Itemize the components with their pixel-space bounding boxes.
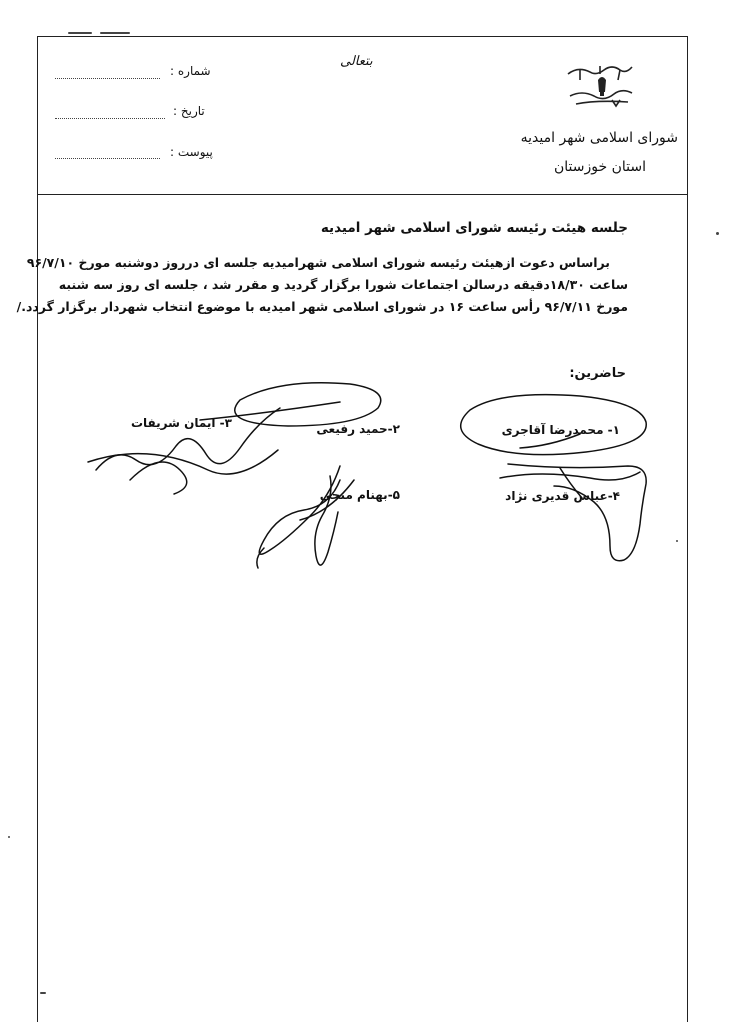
attendee-4: ۴-عباس قدیری نژاد bbox=[505, 489, 620, 503]
body-line-2: ساعت ۱۸/۳۰دقیقه درسالن اجتماعات شورا برگزار گردید و مقرر شد ، جلسه ای روز سه شنبه bbox=[58, 277, 628, 292]
attendee-1: ۱- محمدرضا آقاجری bbox=[501, 423, 620, 437]
scan-speck bbox=[40, 992, 46, 994]
body-paragraph bbox=[16, 252, 628, 318]
organization-name: شورای اسلامی شهر امیدیه bbox=[520, 130, 678, 146]
basmala: بتعالی bbox=[340, 54, 373, 69]
attendee-3: ۳- ایمان شریفات bbox=[130, 416, 232, 430]
scan-speck bbox=[68, 32, 92, 34]
document-title: جلسه هیئت رئیسه شورای اسلامی شهر امیدیه bbox=[320, 220, 628, 236]
letterhead-frame bbox=[16, 36, 688, 1022]
attachment-field-label: پیوست : bbox=[170, 145, 213, 159]
scan-speck bbox=[716, 232, 719, 235]
header-divider bbox=[37, 194, 688, 195]
scan-speck bbox=[676, 540, 678, 542]
number-field-line bbox=[55, 78, 160, 79]
body-line-1: براساس دعوت ازهیئت رئیسه شورای اسلامی شهرامیدیه جلسه ای درروز دوشنبه مورخ ۹۶/۷/۱۰ bbox=[26, 255, 610, 270]
attendees-heading: حاضرین: bbox=[569, 366, 626, 381]
body-line-3: مورخ ۹۶/۷/۱۱ رأس ساعت ۱۶ در شورای اسلامی شهر امیدیه با موضوع انتخاب شهردار برگزار گردد./ bbox=[16, 299, 628, 314]
date-field-line bbox=[55, 118, 165, 119]
date-field-label: تاریخ : bbox=[173, 104, 205, 118]
number-field-label: شماره : bbox=[170, 64, 211, 78]
attachment-field-line bbox=[55, 158, 160, 159]
scan-speck bbox=[100, 32, 130, 34]
attendee-5: ۵-بهنام منجی bbox=[319, 488, 400, 502]
scan-speck bbox=[8, 836, 10, 838]
province-name: استان خوزستان bbox=[554, 159, 646, 175]
attendee-2: ۲-حمید رفیعی bbox=[316, 422, 400, 436]
